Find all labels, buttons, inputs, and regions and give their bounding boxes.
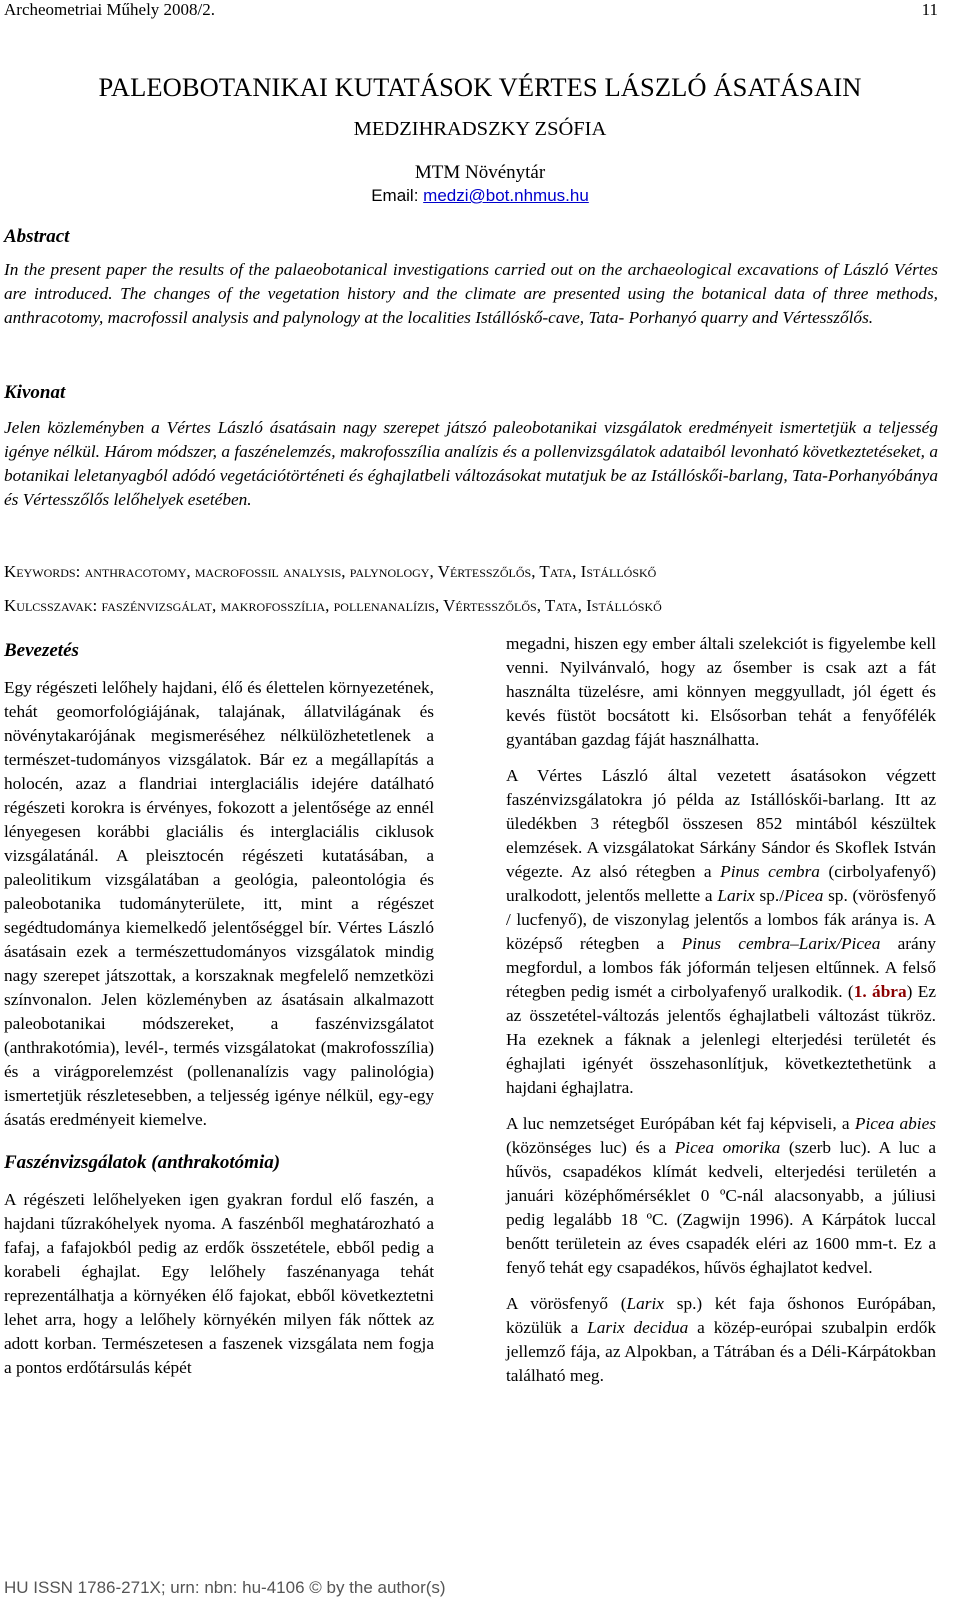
journal-name: Archeometriai Műhely 2008/2. bbox=[4, 0, 216, 19]
taxon-name: Picea abies bbox=[854, 1114, 936, 1133]
kulcsszavak-line: Kulcsszavak: faszénvizsgálat, makrofosszília, pollenanalízis, Vértesszőlős, Tata, Istállóskő bbox=[4, 596, 662, 615]
paragraph: megadni, hiszen egy ember általi szelekciót is figyelembe kell venni. Nyilvánvaló, hogy az ősember is csak azt a fát használta tüzelésre, ami könnyen meggyulladt, jól égett és kevés füstöt bocsátott ki. Elsősorban tehát a fenyőfélék gyantában gazdag fáját használhatta. bbox=[506, 634, 936, 749]
kivonat-heading: Kivonat bbox=[4, 382, 66, 403]
email-label: Email: bbox=[371, 186, 424, 205]
taxon-name: Larix bbox=[717, 886, 755, 905]
affiliation: MTM Növénytár bbox=[414, 162, 546, 183]
email-line bbox=[0, 186, 960, 206]
figure-reference[interactable]: 1. ábra bbox=[853, 982, 907, 1001]
taxon-name: Picea omorika bbox=[674, 1138, 781, 1157]
page-number: 11 bbox=[921, 0, 938, 19]
taxon-name: Pinus cembra–Larix/Picea bbox=[681, 934, 881, 953]
section-heading-faszen: Faszénvizsgálatok (anthrakotómia) bbox=[4, 1152, 281, 1173]
paragraph: A régészeti lelőhelyeken igen gyakran fordul elő faszén, a hajdani tűzrakóhelyek nyoma. A faszénből meghatározható a fafaj, a fafajokból pedig az erdők összetétele, ebből pedig a korabeli éghajlat. Egy lelőhely faszénanyaga tehát reprezentálhatja a környéken élő fajokat, ebből következtetni lehet arra, hogy a lelőhely környékén milyen fák nőttek az adott korban. Természetesen a faszenek vizsgálata nem fogja a pontos erdőtársulás képét bbox=[4, 1190, 434, 1377]
author-name: MEDZIHRADSZKY ZSÓFIA bbox=[353, 118, 607, 140]
paper-title: PALEOBOTANIKAI KUTATÁSOK VÉRTES LÁSZLÓ ÁSATÁSAIN bbox=[98, 72, 862, 102]
taxon-name: Larix decidua bbox=[587, 1318, 689, 1337]
section-heading-bevezetes: Bevezetés bbox=[4, 640, 79, 661]
keywords-line: Keywords: anthracotomy, macrofossil analysis, palynology, Vértesszőlős, Tata, Istállóskő bbox=[4, 562, 657, 581]
taxon-name: Picea bbox=[784, 886, 824, 905]
page-footer: HU ISSN 1786-271X; urn: nbn: hu-4106 © by the author(s) bbox=[4, 1578, 446, 1597]
kivonat-text: Jelen közleményben a Vértes László ásatásain nagy szerepet játszó paleobotanikai vizsgálatok eredményeit ismertetjük a teljesség igénye nélkül. Három módszer, a faszénelemzés, makrofosszília analízis és a pollenvizsgálatok adataiból levonható következtetéseket, a botanikai leletanyagból adódó vegetációtörténeti és éghajlatbeli változásokat mutatjuk be az Istállóskői-barlang, Tata-Porhanyóbánya és Vértesszőlős lelőhelyek esetében. bbox=[4, 418, 938, 509]
abstract-heading: Abstract bbox=[4, 226, 70, 247]
paragraph: A luc nemzetséget Európában két faj képviseli, a Picea abies (közönséges luc) és a Picea omorika (szerb luc). A luc a hűvös, csapadékos klímát kedveli, elterjedési területén a januári középhőmérséklet 0 ºC-nál alacsonyabb, a júliusi pedig legalább 18 ºC. (Zagwijn 1996). A Kárpátok luccal benőtt területein az éves csapadék eléri az 1600 mm-t. Ez a fenyő tehát egy csapadékos, hűvös éghajlatot kedvel. bbox=[506, 1114, 936, 1277]
left-column bbox=[4, 632, 434, 1392]
right-column bbox=[506, 632, 936, 1400]
paragraph: A Vértes László által vezetett ásatásokon végzett faszénvizsgálatokra jó példa az Istállóskői-barlang. Itt az üledékben 3 rétegből összesen 852 mintából készültek elemzések. A vizsgálatokat Sárkány Sándor és Skoflek István végezte. Az alsó rétegben a Pinus cembra (cirbolyafenyő) uralkodott, jelentős mellette a Larix sp./Picea sp. (vörösfenyő / lucfenyő), de viszonylag jelentős a lombos fák aránya is. A középső rétegben a Pinus cembra–Larix/Picea arány megfordul, a lombos fák jóformán teljesen eltűnnek. A felső rétegben pedig ismét a cirbolyafenyő uralkodik. (1. ábra) Ez az összetétel-változás jelentős éghajlatbeli változást tükröz. Ha ezeknek a fáknak a jelenlegi elterjedési területét és éghajlati igényét összehasonlítjuk, következtethetünk a hajdani éghajlatra. bbox=[506, 766, 937, 1097]
paragraph: A vörösfenyő (Larix sp.) két faja őshonos Európában, közülük a Larix decidua a közép-európai szubalpin erdők jellemző fája, az Alpokban, a Tátrában és a Déli-Kárpátokban található meg. bbox=[506, 1294, 936, 1385]
taxon-name: Larix bbox=[626, 1294, 664, 1313]
running-header bbox=[4, 0, 956, 24]
taxon-name: Pinus cembra bbox=[720, 862, 820, 881]
paragraph: Egy régészeti lelőhely hajdani, élő és élettelen környezetének, tehát geomorfológiájának, talajának, állatvilágának és növénytakarójának megismeréséhez nélkülözhetetlenek a természet-tudományos vizsgálatok. Bár ez a megállapítás a holocén, azaz a flandriai interglaciális idejére datálható régészeti korokra is érvényes, fokozott a jelentősége az ennél lényegesen korábbi glaciális és interglaciális ciklusok vizsgálatánál. A pleisztocén régészeti kutatásában, a paleolitikum vizsgálatában a geológia, paleontológia és paleobotanika tudományterülete, itt, mint a régészet segédtudománya kiemelkedő jelentőséggel bír. Vértes László ásatásain ezek a természettudományos vizsgálatok mindig nagy szerepet játszottak, a korszaknak megfelelő nemzetközi színvonalon. Jelen közleményben az ásatásain alkalmazott paleobotanikai módszereket, a faszénvizsgálatot (anthrakotómia), levél-, termés vizsgálatokat (makrofosszília) és a virágporelemzést (pollenanalízis vagy palinológia) ismertetjük részletesebben, a teljesség igénye nélkül, egy-egy ásatás eredményeit kiemelve. bbox=[4, 678, 434, 1129]
email-link[interactable]: medzi@bot.nhmus.hu bbox=[423, 186, 589, 205]
abstract-text: In the present paper the results of the palaeobotanical investigations carried out on the archaeological excavations of László Vértes are introduced. The changes of the vegetation history and the climate are presented using the botanical data of three methods, anthracotomy, macrofossil analysis and palynology at the localities Istállóskő-cave, Tata- Porhanyó quarry and Vértesszőlős. bbox=[4, 260, 938, 327]
